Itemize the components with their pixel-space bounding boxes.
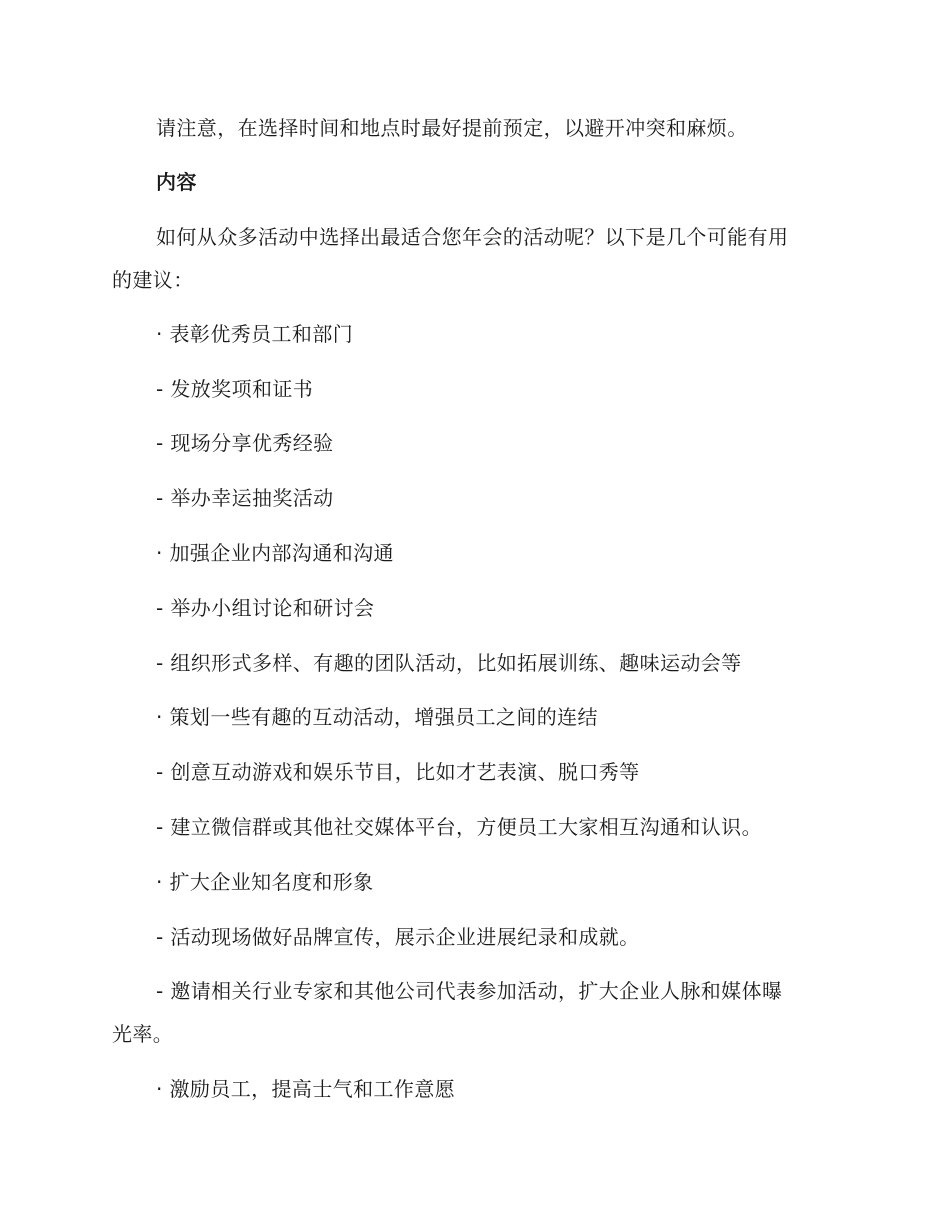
list-item: · 加强企业内部沟通和沟通	[156, 541, 394, 565]
list-item: - 举办小组讨论和研讨会	[156, 596, 375, 620]
intro-note: 请注意，在选择时间和地点时最好提前预定，以避开冲突和麻烦。	[156, 116, 748, 140]
list-item: - 发放奖项和证书	[156, 377, 314, 401]
question-line-1: 如何从众多活动中选择出最适合您年会的活动呢？以下是几个可能有用	[156, 225, 789, 249]
list-item: · 表彰优秀员工和部门	[156, 322, 354, 346]
list-item: · 激励员工，提高士气和工作意愿	[156, 1077, 456, 1101]
list-item: - 创意互动游戏和娱乐节目，比如才艺表演、脱口秀等	[156, 760, 640, 784]
list-item: · 策划一些有趣的互动活动，增强员工之间的连结	[156, 705, 598, 729]
list-item-line-2: 光率。	[112, 1022, 174, 1046]
section-heading: 内容	[156, 170, 197, 194]
list-item: - 活动现场做好品牌宣传，展示企业进展纪录和成就。	[156, 925, 640, 949]
list-item: - 组织形式多样、有趣的团队活动，比如拓展训练、趣味运动会等	[156, 651, 742, 675]
list-item: - 举办幸运抽奖活动	[156, 486, 334, 510]
question-line-2: 的建议：	[112, 268, 194, 292]
list-item: - 现场分享优秀经验	[156, 431, 334, 455]
list-item: - 建立微信群或其他社交媒体平台，方便员工大家相互沟通和认识。	[156, 815, 762, 839]
list-item: · 扩大企业知名度和形象	[156, 870, 374, 894]
list-item-line-1: - 邀请相关行业专家和其他公司代表参加活动，扩大企业人脉和媒体曝	[156, 979, 783, 1003]
